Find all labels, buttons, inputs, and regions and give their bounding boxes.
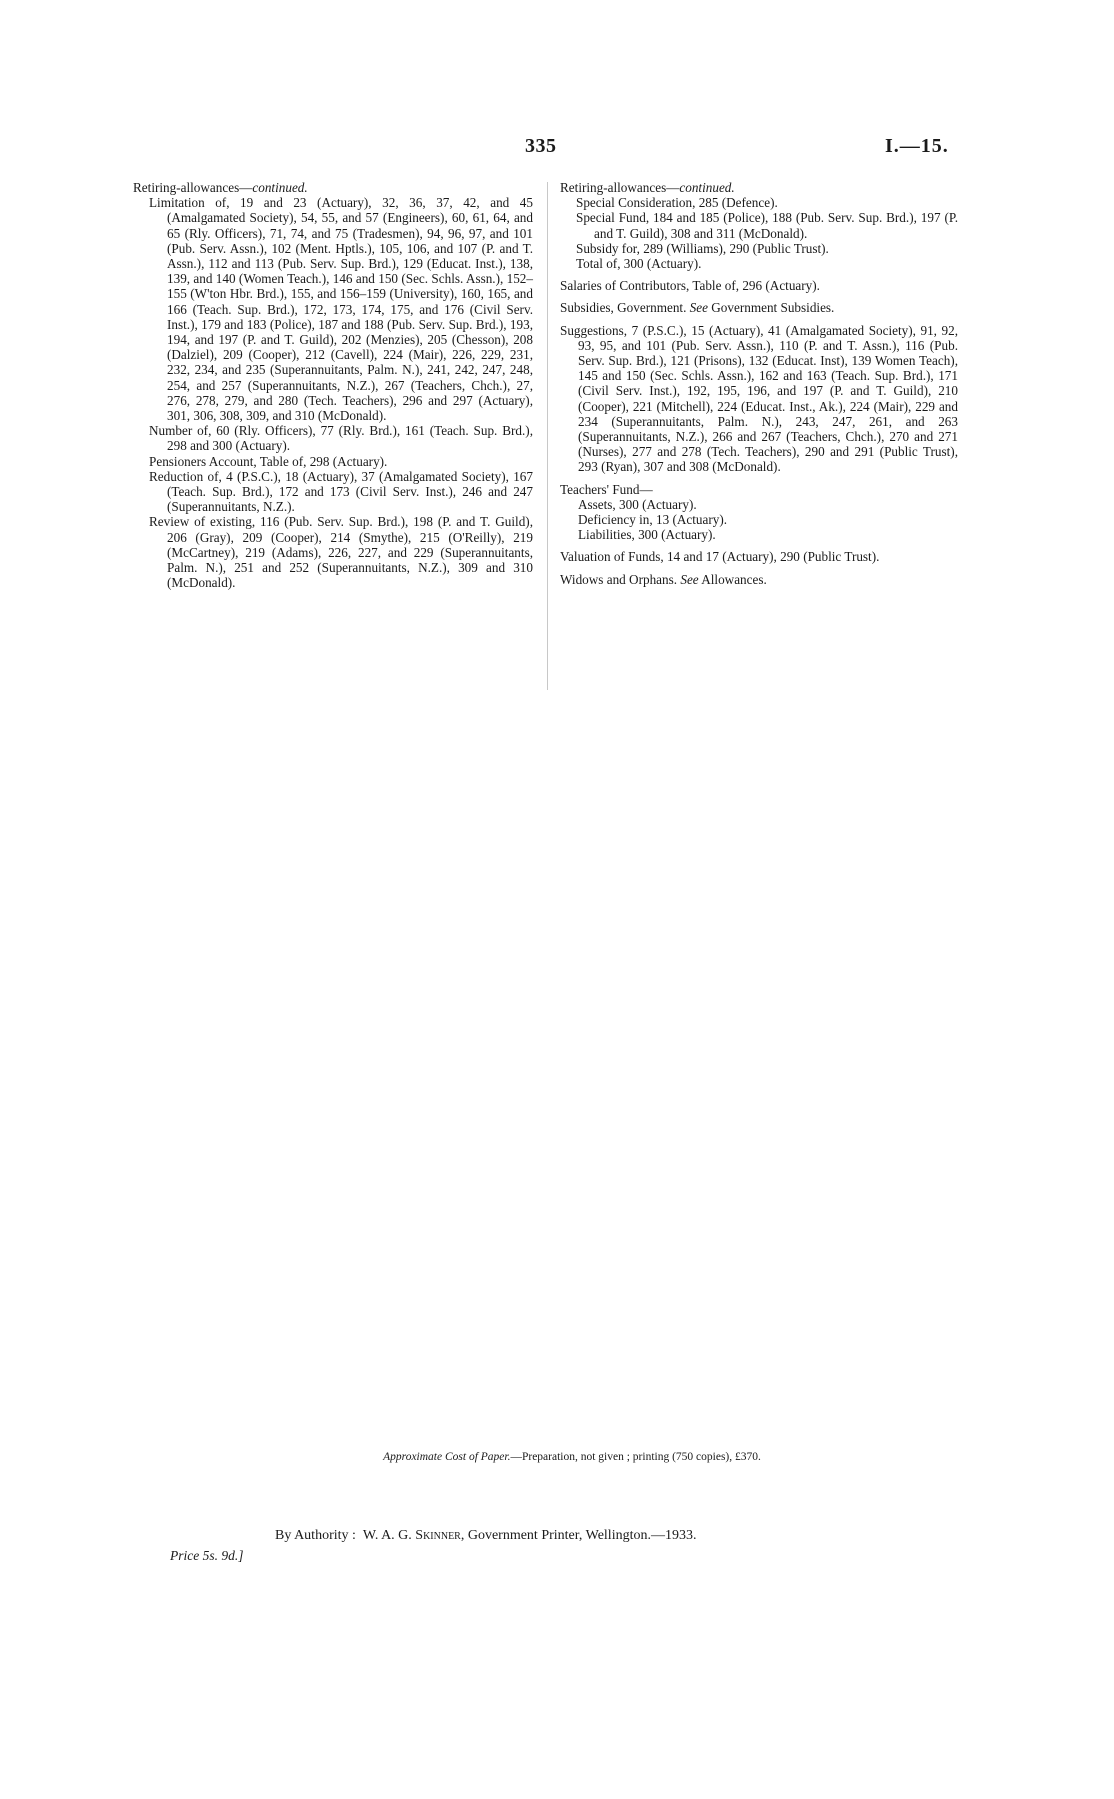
printer-name: W. A. G. Skinner, — [362, 1528, 465, 1543]
index-entry-number: Number of, 60 (Rly. Officers), 77 (Rly. Brd.), 161 (Teach. Sup. Brd.), 298 and 300 (Actuary). — [149, 423, 533, 454]
page-reference: I.—15. — [885, 135, 949, 157]
cost-of-paper-note — [0, 1451, 1114, 1463]
index-heading — [560, 180, 958, 195]
heading-continued: continued. — [252, 180, 308, 195]
imprint-rest: Government Printer, Wellington.—1933. — [467, 1528, 697, 1543]
index-entry-pensioners: Pensioners Account, Table of, 298 (Actuary). — [149, 453, 388, 469]
cost-label: Approximate Cost of Paper. — [383, 1451, 511, 1463]
index-entry-teachers-fund: Teachers' Fund— — [560, 481, 653, 497]
index-entry-valuation: Valuation of Funds, 14 and 17 (Actuary), 290 (Public Trust). — [560, 549, 880, 565]
index-entry-suggestions: Suggestions, 7 (P.S.C.), 15 (Actuary), 41 (Amalgamated Society), 91, 92, 93, 95, and 101 (Pub. Serv. Assn.), 110 (P. and T. Assn.), 116 (Pub. Serv. Sup. Brd.), 121 (Prisons), 132 (Educat. Inst), 139 Women Teach), 145 and 150 (Sec. Schls. Assn.), 162 and 163 (Teach. Sup. Brd.), 171 (Civil Serv. Inst.), 192, 195, 196, and 197 (P. and T. Guild), 210 (Cooper), 221 (Mitchell), 224 (Educat. Inst., Ak.), 224 (Mair), 229 and 234 (Superannuitants, Palm. N.), 243, 247, 261, and 263 (Superannuitants, N.Z.), 266 and 267 (Teachers, Chch.), 270 and 271 (Nurses), 277 and 278 (Tech. Teachers), 290 and 291 (Public Trust), 293 (Ryan), 307 and 308 (McDonald). — [560, 322, 958, 475]
index-entry-deficiency: Deficiency in, 13 (Actuary). — [578, 512, 728, 528]
index-entry-special-consideration: Special Consideration, 285 (Defence). — [576, 195, 778, 211]
index-column-left — [133, 180, 533, 590]
imprint-prefix: By Authority : — [275, 1528, 356, 1543]
index-entry-special-fund: Special Fund, 184 and 185 (Police), 188 (Pub. Serv. Sup. Brd.), 197 (P. and T. Guild), 308 and 311 (McDonald). — [576, 210, 958, 241]
see-reference: See — [689, 300, 708, 316]
subsidies-text: Subsidies, Government. — [560, 300, 687, 316]
index-entry-salaries: Salaries of Contributors, Table of, 296 (Actuary). — [560, 278, 820, 294]
price-label: Price 5s. 9d.] — [170, 1548, 244, 1563]
heading-main: Retiring-allowances— — [560, 180, 680, 195]
printer-imprint — [275, 1528, 696, 1544]
index-entry-limitation: Limitation of, 19 and 23 (Actuary), 32, 36, 37, 42, and 45 (Amalgamated Society), 54, 55, and 57 (Engineers), 60, 61, 64, and 65 (Rly. Officers), 71, 74, and 75 (Tradesmen), 94, 96, 97, and 101 (Pub. Serv. Assn.), 102 (Ment. Hptls.), 105, 106, and 107 (P. and T. Assn.), 112 and 113 (Pub. Serv. Sup. Brd.), 129 (Educat. Inst.), 138, 139, and 140 (Women Teach.), 146 and 150 (Sec. Schls. Assn.), 152–155 (W'ton Hbr. Brd.), 155, and 156–159 (University), 160, 165, and 166 (Teach. Sup. Brd.), 172, 173, 174, 175, and 176 (Civil Serv. Inst.), 179 and 183 (Police), 187 and 188 (Pub. Serv. Sup. Brd.), 193, 194, and 197 (P. and T. Guild), 202 (Menzies), 205 (Chesson), 208 (Dalziel), 209 (Cooper), 212 (Cavell), 224 (Mair), 226, 229, 231, 232, 234, and 235 (Superannuitants, Palm. N.), 241, 242, 247, 248, 254, and 257 (Superannuitants, N.Z.), 267 (Teachers, Chch.), 27, 276, 278, 279, and 280 (Tech. Teachers), 296 and 297 (Actuary), 301, 306, 308, 309, and 310 (McDonald). — [149, 195, 533, 424]
index-entry-subsidies — [560, 300, 958, 315]
index-entry-assets: Assets, 300 (Actuary). — [578, 496, 697, 512]
cost-text: —Preparation, not given ; printing (750 copies), £370. — [510, 1451, 761, 1463]
index-entry-liabilities: Liabilities, 300 (Actuary). — [578, 527, 716, 543]
index-entry-widows — [560, 572, 958, 587]
column-divider — [547, 182, 548, 690]
index-entry-review: Review of existing, 116 (Pub. Serv. Sup. Brd.), 198 (P. and T. Guild), 206 (Gray), 209 (Cooper), 214 (Smythe), 215 (O'Reilly), 219 (McCartney), 219 (Adams), 226, 227, and 229 (Superannuitants, Palm. N.), 251 and 252 (Superannuitants, N.Z.), 309 and 310 (McDonald). — [149, 514, 533, 591]
see-reference: See — [680, 571, 699, 587]
heading-main: Retiring-allowances— — [133, 180, 253, 195]
index-entry-total: Total of, 300 (Actuary). — [576, 256, 702, 272]
index-entry-subsidy: Subsidy for, 289 (Williams), 290 (Public Trust). — [576, 240, 829, 256]
index-column-right — [560, 180, 958, 590]
heading-continued: continued. — [679, 180, 735, 195]
index-heading — [133, 180, 533, 195]
widows-text: Widows and Orphans. — [560, 571, 678, 587]
widows-ref: Allowances. — [701, 571, 767, 587]
subsidies-ref: Government Subsidies. — [711, 300, 835, 316]
index-entry-reduction: Reduction of, 4 (P.S.C.), 18 (Actuary), 37 (Amalgamated Society), 167 (Teach. Sup. Brd.), 172 and 173 (Civil Serv. Inst.), 246 and 247 (Superannuitants, N.Z.). — [149, 468, 533, 515]
page-number: 335 — [525, 135, 557, 157]
